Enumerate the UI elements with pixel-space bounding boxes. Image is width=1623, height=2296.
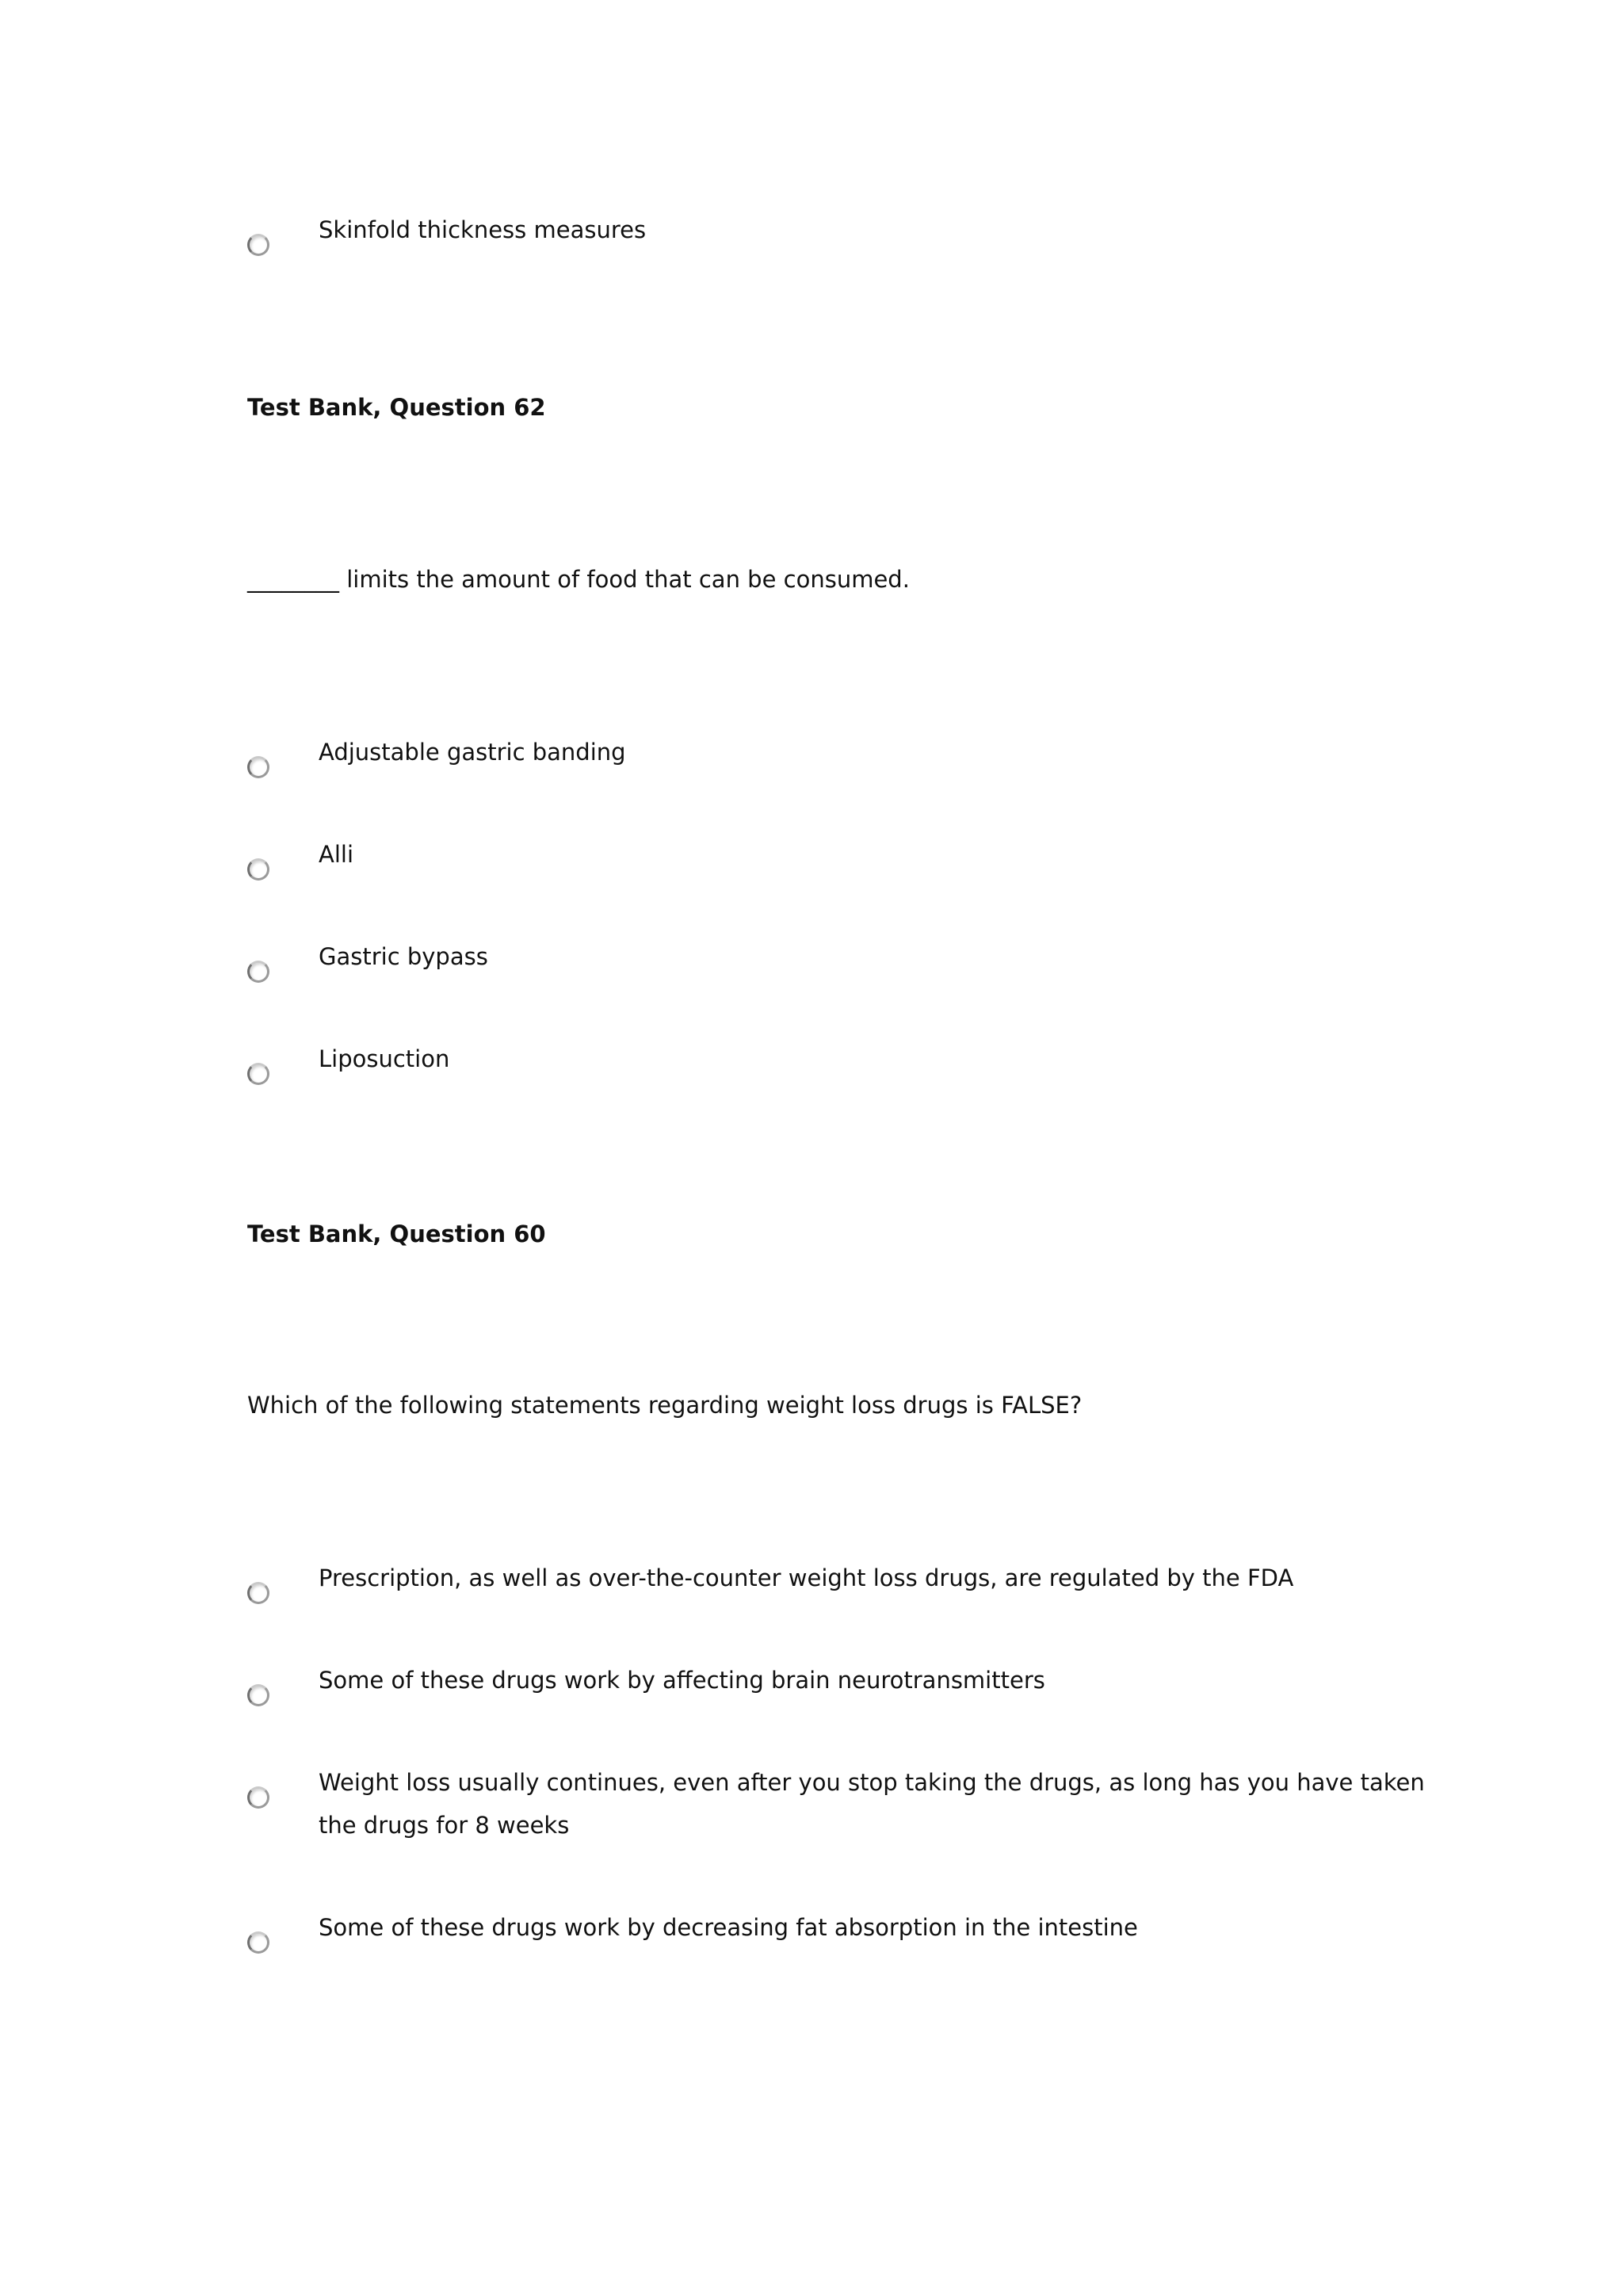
- answer-option-label: Skinfold thickness measures: [319, 216, 647, 243]
- question-heading: Test Bank, Question 60: [247, 1221, 546, 1247]
- answer-option-label: Some of these drugs work by decreasing fat absorption in the intestine: [319, 1914, 1138, 1941]
- answer-option-label: Alli: [319, 841, 354, 868]
- radio-button[interactable]: [247, 1684, 269, 1706]
- radio-button[interactable]: [247, 756, 269, 778]
- radio-button[interactable]: [247, 1786, 269, 1809]
- radio-button[interactable]: [247, 1582, 269, 1604]
- answer-option-label: Prescription, as well as over-the-counter weight loss drugs, are regulated by the FDA: [319, 1564, 1294, 1591]
- question-heading: Test Bank, Question 62: [247, 394, 546, 421]
- radio-button[interactable]: [247, 1931, 269, 1954]
- radio-button[interactable]: [247, 234, 269, 256]
- radio-button[interactable]: [247, 858, 269, 881]
- radio-button[interactable]: [247, 961, 269, 983]
- question-stem: ________ limits the amount of food that can be consumed.: [247, 566, 910, 593]
- answer-option-label: Weight loss usually continues, even after you stop taking the drugs, as long has you have taken the drugs for 8 weeks: [319, 1769, 1425, 1839]
- answer-option-label: Adjustable gastric banding: [319, 739, 626, 766]
- answer-option-label: Liposuction: [319, 1045, 450, 1072]
- answer-option-label: Some of these drugs work by affecting brain neurotransmitters: [319, 1667, 1045, 1694]
- radio-button[interactable]: [247, 1063, 269, 1085]
- answer-option-label: Gastric bypass: [319, 943, 488, 970]
- question-stem: Which of the following statements regarding weight loss drugs is FALSE?: [247, 1392, 1083, 1419]
